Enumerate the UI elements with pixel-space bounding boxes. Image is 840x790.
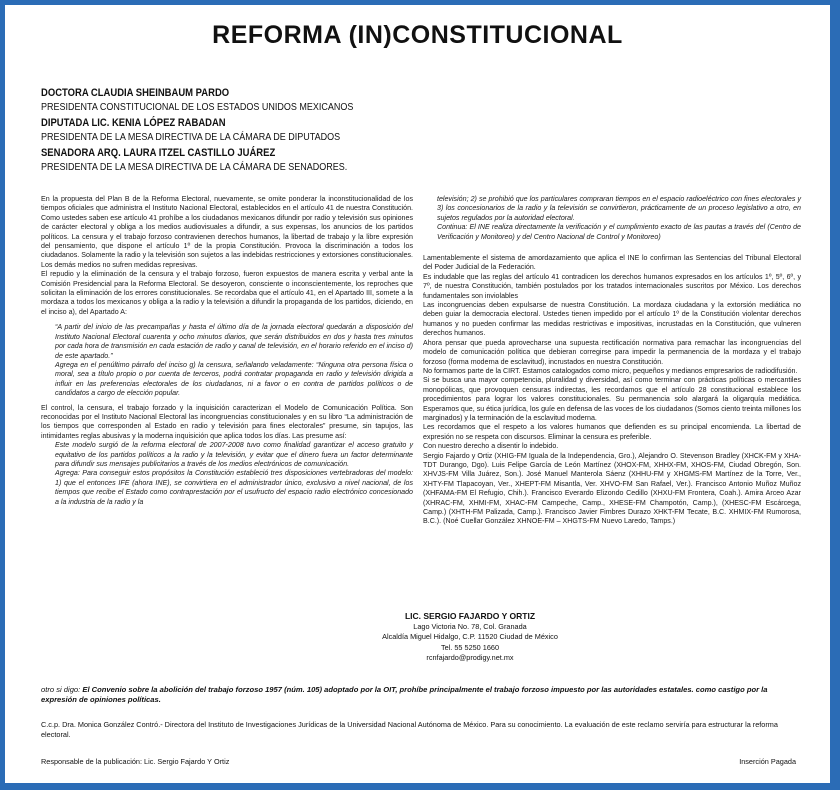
signature-block <box>305 611 635 664</box>
quote: Continua: El INE realiza directamente la verificación y el cumplimiento exacto de las pautas a través del (Centro de Verificación y Monitoreo) y del Centro Nacional de Control y Monitoreo) <box>437 223 801 241</box>
otro-si-digo <box>41 685 801 705</box>
addressee-role: PRESIDENTA DE LA MESA DIRECTIVA DE LA CÁMARA DE DIPUTADOS <box>41 132 341 143</box>
newspaper-insert <box>5 5 830 783</box>
addressee-role: PRESIDENTA DE LA MESA DIRECTIVA DE LA CÁMARA DE SENADORES. <box>41 162 348 173</box>
phone: Tel. 55 5250 1660 <box>440 642 500 652</box>
paid-insertion-label: Inserción Pagada <box>739 757 796 766</box>
right-column <box>423 195 801 527</box>
quote: Este modelo surgió de la reforma electoral de 2007-2008 tuvo como finalidad garantizar el acceso gratuito y equitativo de los partidos políticos a la radio y la televisión, y evitar que el dinero fuera un factor determinante para difundir sus mensajes publicitarios a través de los medios electrónicos de comunicación. <box>55 441 413 468</box>
paragraph: Con nuestro derecho a disentir lo indebido. <box>423 442 559 451</box>
paragraph: Ahora pensar que pueda aprovecharse una supuesta rectificación normativa para remachar las incongruencias del modelo de comunicación política que debieran corregirse para impedir la permanencia de la mordaza y el trabajo forzoso (forma moderna de esclavitud), incrustados en nuestra Constitución. <box>423 338 801 366</box>
quote: Agrega en el penúltimo párrafo del inciso g) la censura, señalando veladamente: “Ninguna otra persona física o moral, sea a título propio o por cuenta de terceros, podrá contratar propaganda en radio y televisión dirigida a influir en las preferencias electorales de los ciudadanos, ni a favor o en contra de partidos políticos o de candidatos a cargo de elección popular. <box>55 360 413 398</box>
paragraph: Les recordamos que el respeto a los valores humanos que defienden es su principal encomienda. La libertad de expresión no se respeta con discursos. Eliminar la censura es preferible. <box>423 423 801 441</box>
otro-text: El Convenio sobre la abolición del trabajo forzoso 1957 (núm. 105) adoptado por la OIT, prohíbe principalmente el trabajo forzoso impuesto por las autoridades estatales. como castigo por la expresión de opiniones políticas. <box>41 685 768 704</box>
publication-responsible: Responsable de la publicación: Lic. Sergio Fajardo Y Ortiz <box>41 757 230 766</box>
address-line: Lago Victoria No. 78, Col. Granada <box>413 621 527 631</box>
paragraph: Es indudable que las reglas del artículo 41 contradicen los derechos humanos expresados en los artículos 1º, 5º, 6º, y 7º, de nuestra Constitución, también postulados por los tratados internacionales suscritos por México. Los derechos fundamentales son inviolables <box>423 272 801 300</box>
paragraph: El repudio y la eliminación de la censura y el trabajo forzoso, fueron expuestos de manera escrita y verbal ante la Comisión Presidencial para la Reforma Electoral. Se desoyeron, consciente o inconscientemente, los reproches que solicitan la eliminación de los errores constitucionales. Se recordaba que el artículo 41, en el Apartado III, somete a la mordaza a todos los mexicanos y obliga a la radio y la televisión a difundir la propaganda de los partidos, diciendo, en el inciso a), del Apartado A: <box>41 270 413 316</box>
paragraph: No formamos parte de la CIRT. Estamos catalogados como micro, pequeños y medianos empresarios de radiodifusión. <box>423 366 798 375</box>
signers-list: Sergio Fajardo y Ortiz (XHIG-FM Iguala de la Independencia, Gro.), Alejandro O. Stevenson Bradley (XHCK-FM y XHA-TDT Durango, Dgo). Luis Felipe García de León Martínez (XHOX-FM, XHHX-FM, XHOS-FM, Ciudad Obregón, Son. XHVJS-FM Villa Juárez, Son.). José Manuel Manterola Sáenz (XHHU-FM y XHGMS-FM Martínez de la Torre, Ver., XHTY-FM Tlapacoyan, Ver., XHEPT-FM Misantla, Ver. XHVO-FM San Rafael, Ver.). Francisco Antonio Muñoz Muñoz (XHFAMA-FM El Refugio, Chih.). Francisco Everardo Elizondo Cedillo (XHXU-FM Frontera, Coah.). Amira Arceo Azar (XHRAC-FM, XHMI-FM, XHAC-FM Campeche, Camp., XHESE-FM Champotón, Camp.), (XHESC-FM Escárcega, Camp.) (XHTH-FM Palizada, Camp.). Francisco Javier Fimbres Durazo XHKT-FM Tecate, B.C. XHMIX-FM Rumorosa, B.C.). (Noé Cuellar González XHNOE-FM – XHGTS-FM Nuevo Laredo, Tamps.) <box>423 451 801 526</box>
addressee-name: SENADORA ARQ. LAURA ITZEL CASTILLO JUÁREZ <box>41 147 276 159</box>
paragraph: Si se busca una mayor competencia, pluralidad y diversidad, así como terminar con prácticas políticas o mercantiles monopólicas, que provoquen censuras indirectas, les recordamos que el artículo 28 constitucional establece los procedimientos para lograr los valores constitucionales. Su permanencia solo alargará la oligarquía mediática. Esperamos que, su ética jurídica, los guíe en defensa de las voces de los ciudadanos (Somos ciento treinta millones los marginados) y la terminación de la esclavitud moderna. <box>423 376 801 422</box>
page-title: REFORMA (IN)CONSTITUCIONAL <box>212 21 623 49</box>
addressee-role: PRESIDENTA CONSTITUCIONAL DE LOS ESTADOS UNIDOS MEXICANOS <box>41 102 354 113</box>
addressee-block <box>41 85 601 175</box>
otro-lead: otro si digo: <box>41 685 83 694</box>
paragraph: En la propuesta del Plan B de la Reforma Electoral, nuevamente, se omite ponderar la inconstitucionalidad de los tiempos oficiales que administra el Instituto Nacional Electoral, establecidos en el artículo 41 de nuestra Constitución. Como ustedes saben ese artículo 41 prohíbe a los ciudadanos mexicanos difundir por radio y televisión sus opiniones de carácter electoral y obliga a los medios audiovisuales a difundir, a sus expensas, los anuncios de los partidos políticos. La censura y el trabajo forzoso contravienen derechos humanos, la libertad de trabajo y la libre expresión del pensamiento, que dispone el artículo 1º de la propia Constitución. Provoca la discriminación a todos los ciudadanos. Solamente la radio y la televisión son sujetos a las indebidas restricciones y extorsiones constitucionales. Los demás medios no sufren medidas represivas. <box>41 195 413 269</box>
quote: “A partir del inicio de las precampañas y hasta el último día de la jornada electoral quedarán a disposición del Instituto Nacional Electoral cuarenta y ocho minutos diarios, que serán distribuidos en dos y hasta tres minutos por cada hora de transmisión en cada estación de radio y canal de televisión, en el horario referido en el inciso d) de este apartado.” <box>55 323 413 360</box>
addressee-name: DOCTORA CLAUDIA SHEINBAUM PARDO <box>41 87 230 99</box>
quote: televisión; 2) se prohibió que los particulares compraran tiempos en el espacio radioeléctrico con fines electorales y 3) los concesionarios de la radio y la televisión se convirtieron, prácticamente de un proceso legislativo a otro, en sujetos regulados por la autoridad electoral. <box>437 195 801 222</box>
paragraph: Las incongruencias deben expulsarse de nuestra Constitución. La mordaza ciudadana y la extorsión mediática no deben guiar la democracia electoral. Ustedes tienen impedido por el artículo 1º de la Constitución violentar derechos humanos y no pueden confirmar las medidas restrictivas e impositivas, incrustadas en la Constitución, que vulneren derechos humanos. <box>423 301 801 338</box>
quote: Agrega: Para conseguir estos propósitos la Constitución estableció tres disposiciones vertebradoras del modelo: 1) que el entonces IFE (ahora INE), se convirtiera en el administrador único, exclusivo a nivel nacional, de los tiempos que recibe el Estado como contraprestación por el usufructo del espacio radio electrónico concesionado a la industria de la radio y la <box>55 469 413 506</box>
paragraph: El control, la censura, el trabajo forzado y la inquisición caracterizan el Modelo de Comunicación Política. Son reconocidas por el Instituto Nacional Electoral las incongruencias constitucionales y en su libro “La administración de los tiempos que corresponden al Estado en radio y televisión para fines electorales” presume, sin tapujos, las intimidantes reglas abusivas y la moderna inquisición que aplica todos los días. Las presume así: <box>41 403 413 440</box>
paragraph: Lamentablemente el sistema de amordazamiento que aplica el INE lo confirman las Sentencias del Tribunal Electoral del Poder Judicial de la Federación. <box>423 254 801 272</box>
address-line: Alcaldía Miguel Hidalgo, C.P. 11520 Ciudad de México <box>382 632 558 641</box>
addressee-name: DIPUTADA LIC. KENIA LÓPEZ RABADAN <box>41 117 226 129</box>
ccp-note: C.c.p. Dra. Monica González Contró.- Directora del Instituto de Investigaciones Jurídicas de la Universidad Nacional Autónoma de México. Para su conocimiento. La evaluación de este reclamo serviría para estructurar la reforma electoral. <box>41 720 778 739</box>
left-column <box>41 195 413 507</box>
signer-name: LIC. SERGIO FAJARDO Y ORTIZ <box>404 611 536 621</box>
email: rcnfajardo@prodigy.net.mx <box>426 653 514 662</box>
